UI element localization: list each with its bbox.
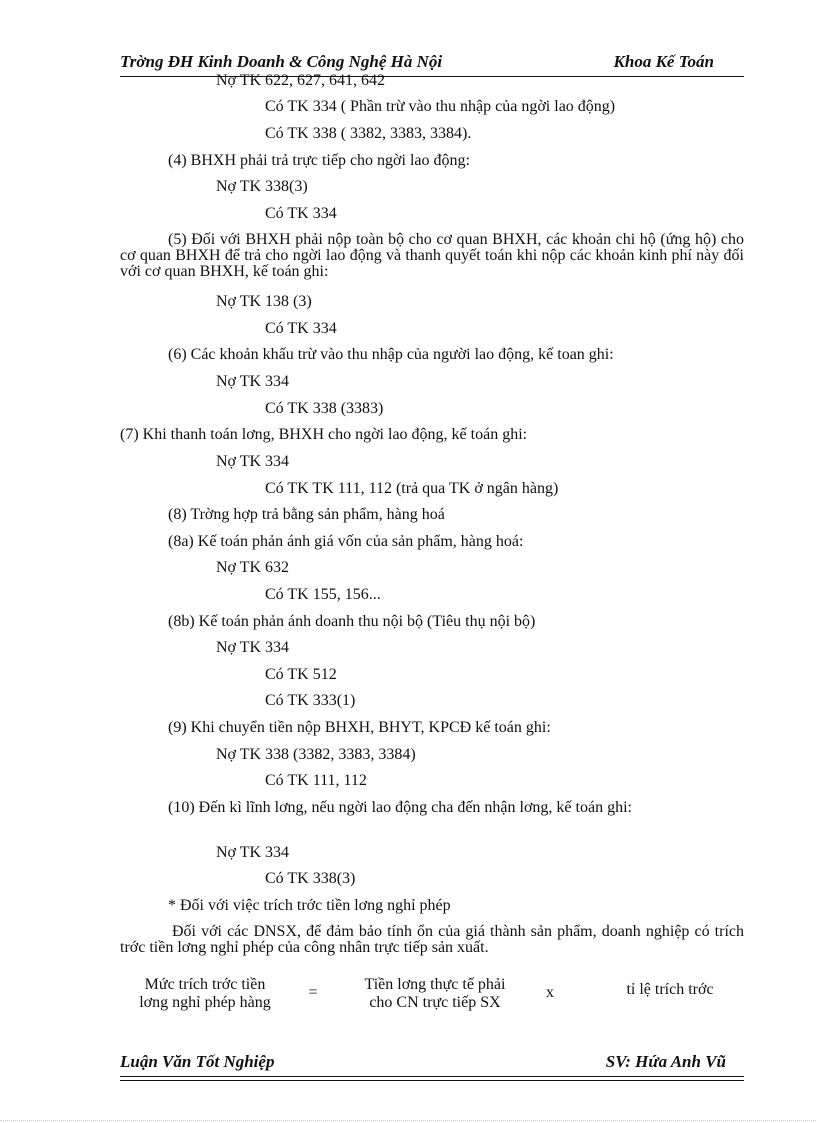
formula-right: tỉ lệ trích trớc bbox=[626, 981, 714, 998]
formula-left-line1: Mức trích trớc tiền bbox=[144, 976, 266, 993]
text-line: (8b) Kế toán phản ánh doanh thu nội bộ (Tiêu thụ nội bộ) bbox=[168, 613, 536, 630]
page-footer bbox=[120, 1054, 744, 1077]
text-line: Nợ TK 622, 627, 641, 642 bbox=[216, 72, 386, 89]
text-line: Có TK 333(1) bbox=[265, 692, 356, 709]
footer-thesis-title: Luận Văn Tốt Nghiệp bbox=[120, 1052, 275, 1071]
text-line: (8a) Kế toán phản ánh giá vốn của sản phẩm, hàng hoá: bbox=[168, 533, 524, 550]
text-line: (7) Khi thanh toán lơng, BHXH cho ngời lao động, kế toán ghi: bbox=[120, 426, 528, 443]
page-edge-divider bbox=[0, 1120, 816, 1121]
text-line: Có TK 334 bbox=[265, 320, 337, 337]
text-line: (6) Các khoản khấu trừ vào thu nhập của người lao động, kế toan ghi: bbox=[168, 346, 614, 363]
text-line: (4) BHXH phải trả trực tiếp cho ngời lao động: bbox=[168, 152, 470, 169]
text-line: Nợ TK 334 bbox=[216, 844, 290, 861]
text-line: Có TK 111, 112 bbox=[265, 772, 367, 789]
text-line: Có TK 155, 156... bbox=[265, 586, 381, 603]
text-line: (9) Khi chuyển tiền nộp BHXH, BHYT, KPCĐ kế toán ghi: bbox=[168, 719, 551, 736]
text-line: Nợ TK 338(3) bbox=[216, 178, 308, 195]
formula-middle bbox=[340, 976, 530, 1012]
text-line: Có TK 338(3) bbox=[265, 870, 356, 887]
text-line: Có TK 338 ( 3382, 3383, 3384). bbox=[265, 125, 472, 142]
text-line: Nợ TK 334 bbox=[216, 639, 290, 656]
footer-divider bbox=[120, 1080, 744, 1081]
paragraph: Đối với các DNSX, để đảm bảo tính ổn của giá thành sản phẩm, doanh nghiệp có trích trớc tiền lơng nghỉ phép của công nhân trực tiếp sản xuất. bbox=[120, 923, 744, 956]
text-line: Nợ TK 632 bbox=[216, 559, 290, 576]
text-line: Có TK 334 bbox=[265, 205, 337, 222]
text-line: Có TK TK 111, 112 (trả qua TK ở ngân hàng) bbox=[265, 480, 559, 497]
text-line: (8) Trờng hợp trả bằng sản phẩm, hàng hoá bbox=[168, 506, 445, 523]
text-line: * Đối với việc trích trớc tiền lơng nghỉ phép bbox=[168, 897, 451, 914]
formula-times: x bbox=[546, 984, 554, 1001]
text-line: Nợ TK 334 bbox=[216, 453, 290, 470]
formula-middle-line1: Tiền lơng thực tế phải bbox=[364, 976, 506, 993]
paragraph: (10) Đến kì lĩnh lơng, nếu ngời lao động cha đến nhận lơng, kế toán ghi: bbox=[168, 799, 632, 816]
text-line: Nợ TK 138 (3) bbox=[216, 293, 312, 310]
page-header bbox=[120, 50, 744, 77]
formula-middle-line2: cho CN trực tiếp SX bbox=[369, 994, 501, 1011]
text-line: Có TK 512 bbox=[265, 666, 337, 683]
text-line: Có TK 338 (3383) bbox=[265, 400, 384, 417]
paragraph: (5) Đối với BHXH phải nộp toàn bộ cho cơ quan BHXH, các khoản chi hộ (ứng hộ) cho cơ quan BHXH để trả cho ngời lao động và thanh quyết toán khi nộp các khoản kinh phí này đối với cơ quan BHXH, kế toán ghi: bbox=[120, 231, 744, 280]
formula-left bbox=[120, 976, 290, 1012]
footer-student-name: SV: Hứa Anh Vũ bbox=[605, 1052, 726, 1071]
text-line: Nợ TK 334 bbox=[216, 373, 290, 390]
formula-left-line2: lơng nghỉ phép hàng bbox=[139, 994, 271, 1011]
header-department: Khoa Kế Toán bbox=[613, 52, 714, 71]
text-line: Nợ TK 338 (3382, 3383, 3384) bbox=[216, 746, 416, 763]
text-line: Có TK 334 ( Phần trừ vào thu nhập của ngời lao động) bbox=[265, 98, 616, 115]
formula-equals: = bbox=[308, 984, 318, 1001]
header-school: Trờng ĐH Kinh Doanh & Công Nghệ Hà Nội bbox=[120, 52, 443, 71]
